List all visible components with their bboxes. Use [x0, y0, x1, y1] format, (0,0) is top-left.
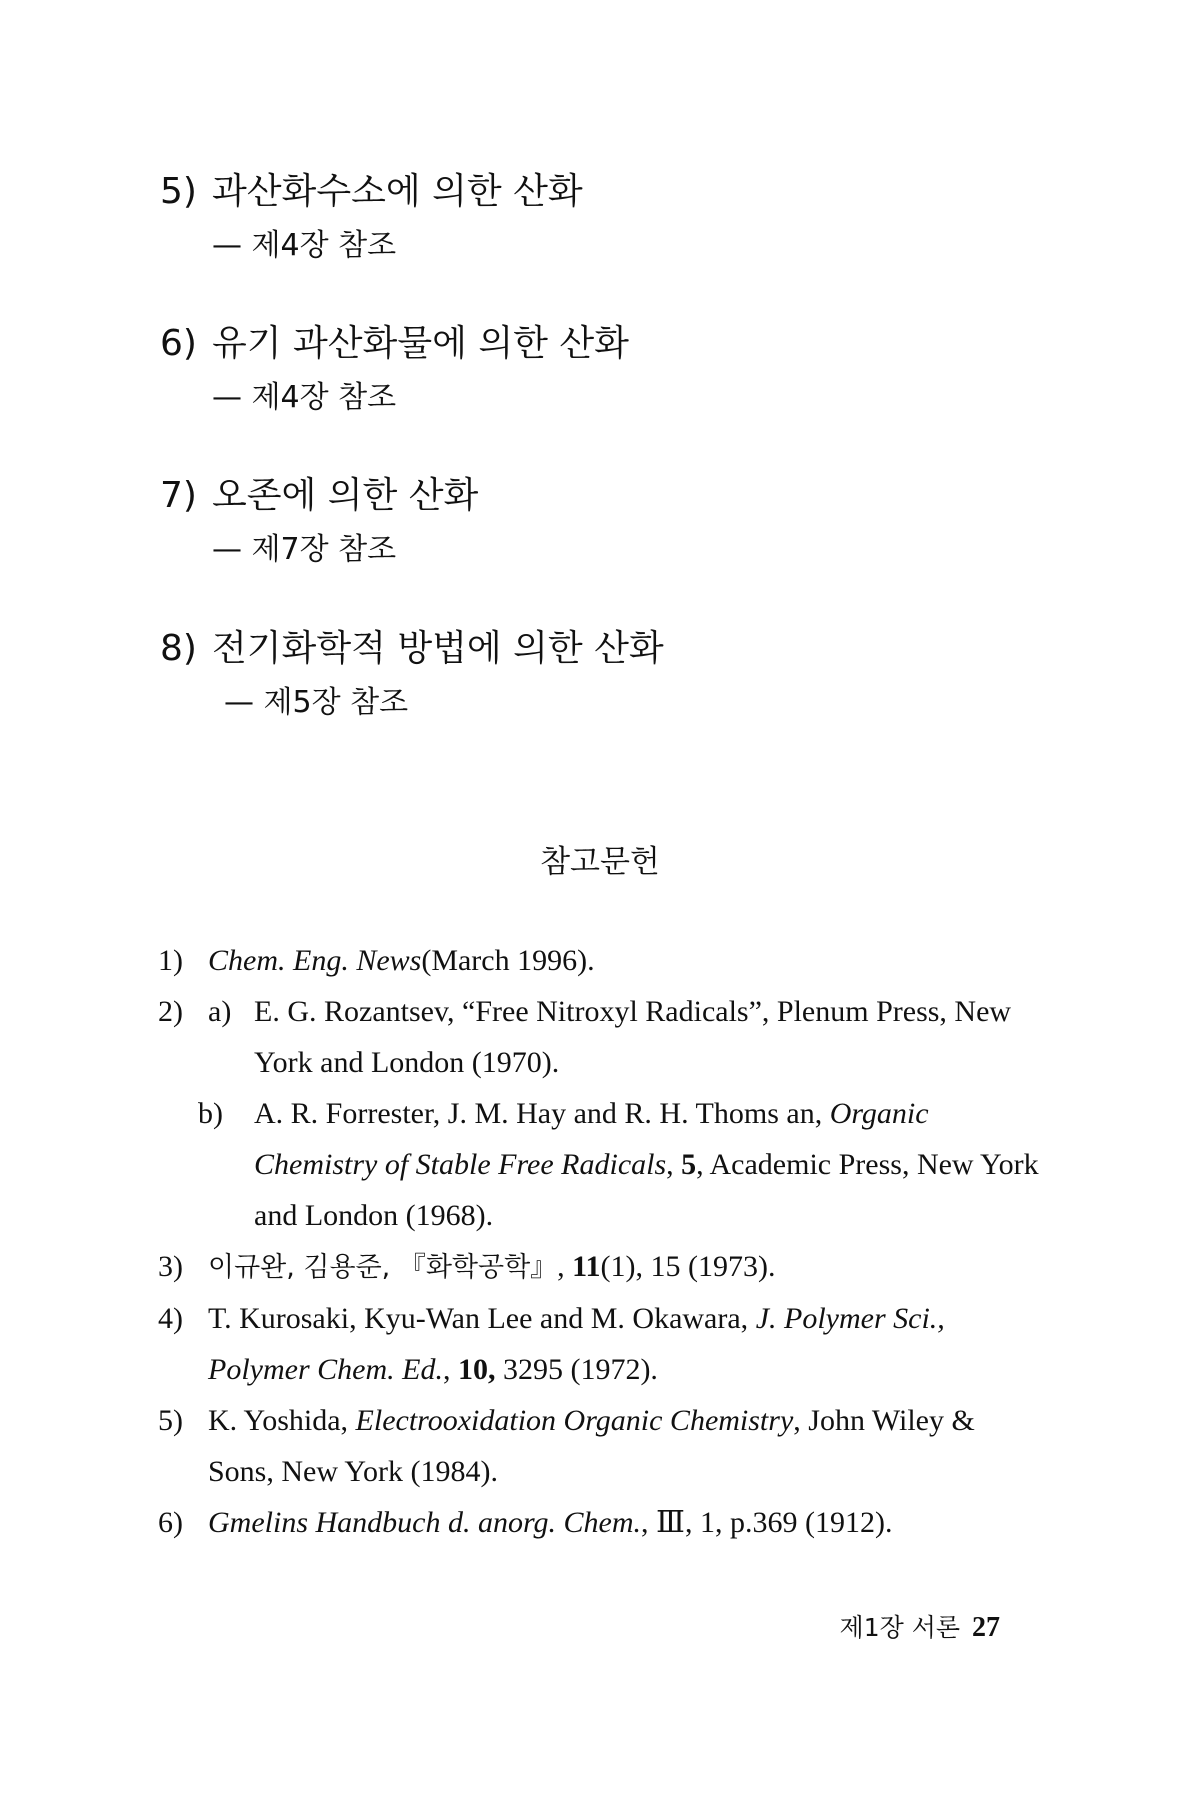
reference-2a: [158, 986, 1040, 1088]
reference-authors: 이규완, 김용준,: [208, 1252, 399, 1283]
page-number: 27: [972, 1612, 1000, 1643]
reference-1: [158, 935, 1040, 986]
reference-detail: , John Wiley & Sons, New York (1984).: [208, 1404, 975, 1488]
reference-detail: , Ⅲ, 1, p.369 (1912).: [641, 1506, 893, 1539]
section-reference: — 제5장 참조: [224, 685, 409, 720]
volume: 11: [572, 1250, 601, 1283]
section-number: 8): [160, 628, 197, 669]
reference-number: 6): [158, 1506, 183, 1539]
separator: ,: [442, 1353, 458, 1386]
journal-name: J. Polymer Sci., Polymer Chem. Ed.: [208, 1302, 945, 1386]
reference-detail: , Academic Press, New York and London (1968).: [254, 1148, 1039, 1232]
reference-authors: A. R. Forrester, J. M. Hay and R. H. Thoms an,: [254, 1097, 830, 1130]
references-list: [158, 935, 1040, 1548]
section-title-text: 오존에 의한 산화: [212, 475, 479, 516]
reference-number: 3): [158, 1250, 183, 1283]
journal-name: Chem. Eng. News: [208, 944, 422, 977]
section-title: [160, 472, 478, 520]
book-title: Organic Chemistry of Stable Free Radicals: [254, 1097, 929, 1181]
reference-number: 2): [158, 995, 183, 1028]
page-footer: [840, 1609, 1000, 1646]
separator: ,: [666, 1148, 682, 1181]
references-heading: 참고문헌: [540, 844, 660, 880]
reference-detail: (March 1996).: [421, 944, 595, 977]
book-title: Electrooxidation Organic Chemistry: [355, 1404, 794, 1437]
journal-name: 『화학공학』: [398, 1252, 558, 1283]
section-title: [160, 168, 583, 216]
section-title-text: 과산화수소에 의한 산화: [212, 171, 583, 212]
section-title-text: 유기 과산화물에 의한 산화: [212, 323, 629, 364]
reference-authors: T. Kurosaki, Kyu-Wan Lee and M. Okawara,: [208, 1302, 756, 1335]
reference-3: [158, 1241, 1040, 1293]
section-title: [160, 320, 629, 368]
section-number: 5): [160, 171, 197, 212]
reference-detail: 3295 (1972).: [495, 1353, 658, 1386]
volume: 5: [681, 1148, 697, 1181]
reference-2b: [158, 1088, 1040, 1241]
reference-authors: K. Yoshida,: [208, 1404, 356, 1437]
reference-number: 4): [158, 1302, 183, 1335]
reference-2: [158, 986, 1040, 1241]
section-title: [160, 625, 664, 673]
section-reference: — 제7장 참조: [212, 532, 397, 567]
separator: ,: [557, 1250, 573, 1283]
section-title-text: 전기화학적 방법에 의한 산화: [212, 628, 664, 669]
reference-4: [158, 1293, 1040, 1395]
sub-reference-label: a): [208, 995, 232, 1028]
reference-5: [158, 1395, 1040, 1497]
chapter-label: 제1장 서론: [839, 1613, 960, 1642]
reference-detail: (1), 15 (1973).: [600, 1250, 776, 1283]
section-reference: — 제4장 참조: [212, 228, 397, 263]
book-title: Gmelins Handbuch d. anorg. Chem.: [208, 1506, 642, 1539]
section-6: [160, 320, 629, 418]
reference-number: 1): [158, 944, 183, 977]
reference-text: E. G. Rozantsev, “Free Nitroxyl Radicals”, Plenum Press, New York and London (1970).: [254, 995, 1012, 1079]
section-7: [160, 472, 478, 570]
section-number: 7): [160, 475, 197, 516]
reference-6: [158, 1497, 1040, 1548]
section-reference: — 제4장 참조: [212, 380, 397, 415]
section-number: 6): [160, 323, 197, 364]
volume: 10,: [457, 1353, 496, 1386]
section-8: [160, 625, 664, 723]
section-5: [160, 168, 583, 266]
sub-reference-label: b): [198, 1097, 223, 1130]
reference-number: 5): [158, 1404, 183, 1437]
